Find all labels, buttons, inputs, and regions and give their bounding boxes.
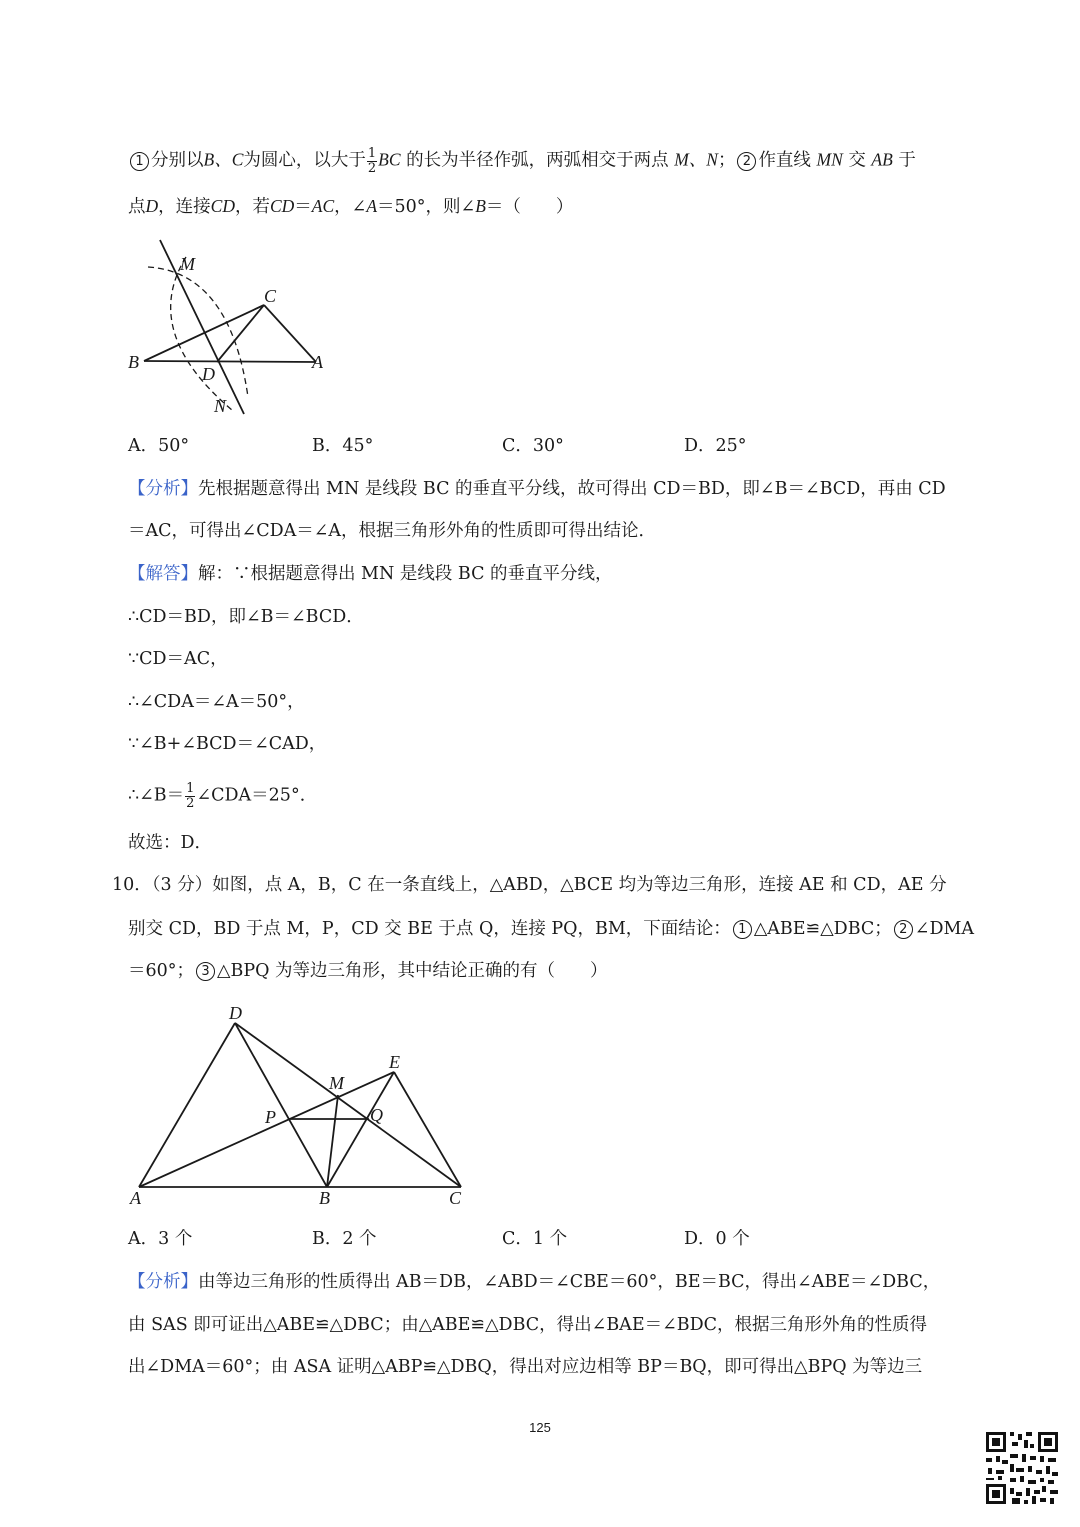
segment-ca	[264, 305, 316, 362]
segment-db	[235, 1023, 327, 1187]
analysis-tag: 【分析】	[128, 1272, 198, 1292]
q10-text: △BPQ 为等边三角形，其中结论正确的有（ ）	[217, 961, 608, 981]
label-a: A	[312, 352, 323, 372]
q10-option-a: A．3 个	[128, 1229, 193, 1249]
label-n: N	[214, 396, 227, 416]
q10-option-d: D．0 个	[684, 1229, 750, 1249]
q10-option-b: B．2 个	[312, 1229, 377, 1249]
numerator: 1	[367, 146, 377, 161]
q9-text: ＝50°，则∠	[377, 197, 476, 217]
analysis-text: 先根据题意得出 MN 是线段 BC 的垂直平分线，故可得出 CD＝BD，即∠B＝∠BCD，再由 CD	[198, 479, 946, 499]
q10-analysis-line-2: 由 SAS 即可证出△ABE≌△DBC；由△ABE≌△DBC，得出∠BAE＝∠BDC，根据三角形外角的性质得	[128, 1315, 928, 1335]
q10-stem-line-3	[128, 962, 608, 981]
q9-geometry-figure	[120, 232, 340, 422]
q9-answer-line-5: ∵∠B+∠BCD＝∠CAD，	[128, 734, 327, 754]
label-a: A	[130, 1188, 141, 1208]
q9-answer-line-4: ∴∠CDA＝∠A＝50°，	[128, 692, 305, 712]
q9-text: ；	[717, 150, 736, 171]
q9-text: 分别以	[151, 150, 204, 171]
q9-text: AB	[871, 149, 893, 170]
qr-code-icon	[984, 1430, 1060, 1506]
q9-text: A	[366, 196, 378, 216]
q9-text: 于	[898, 150, 916, 171]
q9-text: ，若	[234, 197, 270, 217]
q9-text: BC	[378, 149, 401, 170]
segment-cd	[217, 305, 264, 362]
q9-text: 为圆心，以大于	[243, 150, 366, 171]
q10-text: ∠DMA	[914, 919, 975, 939]
q9-text: ，∠	[334, 197, 367, 217]
q9-text: CD	[269, 196, 295, 216]
q9-text: ＝（ ）	[485, 197, 574, 217]
q9-stem-line-1	[128, 147, 916, 175]
q9-text: CD	[210, 196, 235, 216]
segment-ec	[394, 1072, 461, 1187]
q9-stem-line-2	[128, 198, 573, 217]
numerator: 1	[186, 781, 195, 796]
q9-text: 作直线	[758, 150, 811, 171]
q10-stem-line-1: 10．（3 分）如图，点 A，B，C 在一条直线上，△ABD，△BCE 均为等边三角形，连接 AE 和 CD，AE 分	[112, 875, 947, 895]
fraction-half	[367, 147, 377, 175]
label-d: D	[202, 364, 215, 384]
q9-text: 的长为半径作弧，两弧相交于两点	[406, 150, 669, 171]
q10-analysis-line-3: 出∠DMA＝60°；由 ASA 证明△ABP≌△DBQ，得出对应边相等 BP＝BQ，即可得出△BPQ 为等边三	[128, 1357, 923, 1377]
label-b: B	[128, 352, 139, 372]
fraction-half	[185, 782, 195, 810]
label-m: M	[180, 254, 195, 274]
circled-number-3: 3	[196, 962, 215, 981]
q9-option-a: A．50°	[128, 436, 190, 456]
q9-text: AC	[311, 196, 335, 216]
q9-answer-line-2: ∴CD＝BD，即∠B＝∠BCD．	[128, 607, 364, 627]
label-b: B	[319, 1188, 330, 1208]
q9-text: ，连接	[158, 197, 211, 217]
circled-number-1: 1	[733, 920, 752, 939]
arc-centered-b	[148, 267, 248, 397]
page-number: 125	[529, 1420, 551, 1435]
label-c: C	[449, 1188, 462, 1208]
q9-choice: 故选：D．	[128, 833, 213, 853]
label-p: P	[265, 1107, 276, 1127]
label-e: E	[389, 1052, 400, 1072]
q9-text: B	[475, 196, 486, 216]
q10-text: 别交 CD，BD 于点 M，P，CD 交 BE 于点 Q，连接 PQ，BM，下面结论：	[128, 919, 731, 939]
q10-text: ＝60°；	[128, 961, 195, 981]
label-c: C	[264, 286, 277, 306]
segment-dc	[235, 1023, 461, 1187]
q10-stem-line-2	[128, 920, 974, 939]
q9-text: MN	[816, 149, 843, 170]
q9-answer-line-1	[128, 566, 613, 584]
q9-option-b: B．45°	[312, 436, 374, 456]
q9-analysis-line-1	[128, 481, 946, 499]
q9-option-c: C．30°	[502, 436, 564, 456]
q9-analysis-line-2: ＝AC，可得出∠CDA＝∠A，根据三角形外角的性质即可得出结论．	[128, 521, 657, 541]
q9-text: 点	[128, 197, 146, 217]
circled-number-2: 2	[737, 152, 756, 171]
answer-tag: 【解答】	[128, 564, 198, 584]
segment-ba	[144, 361, 316, 362]
q9-answer-line-6	[128, 782, 317, 810]
segment-bc	[144, 305, 264, 361]
q9-answer-line-3: ∵CD＝AC，	[128, 649, 228, 669]
circled-number-1: 1	[130, 152, 149, 171]
q9-text: M、N	[674, 149, 718, 170]
denominator: 2	[367, 160, 377, 176]
answer-text: ∠CDA＝25°．	[196, 785, 318, 806]
label-q: Q	[370, 1105, 383, 1125]
q9-text: 交	[848, 150, 866, 171]
analysis-text: 由等边三角形的性质得出 AB＝DB，∠ABD＝∠CBE＝60°，BE＝BC，得出∠ABE＝∠DBC，	[198, 1272, 941, 1292]
q10-analysis-line-1	[128, 1274, 940, 1292]
answer-text: ∴∠B＝	[128, 785, 185, 806]
q10-text: △ABE≌△DBC；	[753, 919, 892, 939]
q9-option-d: D．25°	[684, 436, 747, 456]
q9-text: B、C	[203, 149, 244, 170]
analysis-tag: 【分析】	[128, 479, 198, 499]
label-d: D	[229, 1003, 242, 1023]
answer-text: 解：∵根据题意得出 MN 是线段 BC 的垂直平分线，	[198, 564, 613, 584]
segment-ae	[139, 1072, 394, 1187]
q10-geometry-figure	[124, 1000, 474, 1215]
q10-option-c: C．1 个	[502, 1229, 568, 1249]
denominator: 2	[186, 795, 195, 811]
q9-text: ＝	[294, 197, 312, 217]
label-m: M	[329, 1073, 344, 1093]
q9-text: D	[145, 196, 159, 216]
segment-ad	[139, 1023, 235, 1187]
segment-bm	[327, 1095, 338, 1187]
circled-number-2: 2	[894, 920, 913, 939]
